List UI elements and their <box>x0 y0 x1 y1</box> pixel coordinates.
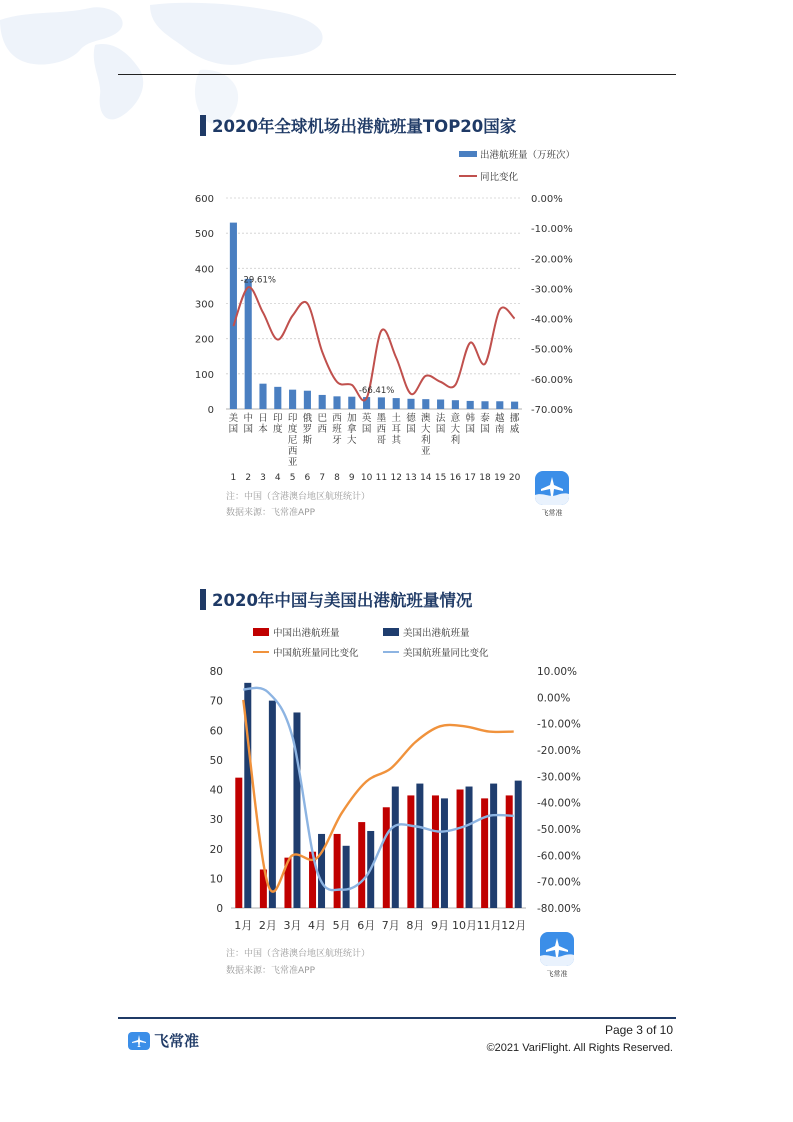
category-label-char: 度 <box>273 424 283 435</box>
month-label: 7月 <box>381 919 400 932</box>
usa-bar-9 <box>441 798 448 908</box>
legend-label-3: 美国航班量同比变化 <box>403 648 489 659</box>
data-label: -66.41% <box>358 386 395 397</box>
rank-label: 7 <box>319 473 326 483</box>
category-label-char: 国 <box>480 424 490 435</box>
category-label-char: 其 <box>391 435 401 446</box>
rank-label: 16 <box>449 473 462 483</box>
month-label: 8月 <box>406 919 425 932</box>
month-label: 4月 <box>308 919 327 932</box>
y-left-tick: 100 <box>194 369 214 381</box>
y-right-tick: -70.00% <box>531 405 573 416</box>
rank-label: 10 <box>360 473 373 483</box>
category-label-char: 罗 <box>302 424 313 435</box>
category-label-char: 亚 <box>287 457 298 468</box>
category-label-char: 英 <box>361 413 372 424</box>
y-right-tick: -40.00% <box>537 797 581 810</box>
category-label-char: 斯 <box>302 435 313 446</box>
usa-bar-8 <box>416 784 423 908</box>
chart2-note: 注：中国（含港澳台地区航班统计） <box>226 949 371 959</box>
y-right-tick: -50.00% <box>537 824 581 836</box>
legend-swatch-0 <box>253 628 269 636</box>
category-label-char: 尼 <box>287 435 298 446</box>
category-label-char: 牙 <box>332 435 342 446</box>
china-bar-8 <box>407 795 414 908</box>
category-label-char: 西 <box>287 446 298 457</box>
category-label-char: 拿 <box>347 424 357 435</box>
y-right-tick: -60.00% <box>531 374 573 386</box>
china-bar-5 <box>334 834 341 908</box>
category-label-char: 国 <box>361 424 372 435</box>
category-label-char: 美 <box>228 413 239 424</box>
category-label-char: 国 <box>406 424 416 435</box>
category-label-char: 大 <box>347 435 357 446</box>
chart1-source: 数据来源：飞常准APP <box>226 508 316 518</box>
month-label: 3月 <box>283 919 302 932</box>
usa-bar-10 <box>466 787 473 908</box>
rank-label: 2 <box>245 473 252 483</box>
category-label-char: 泰 <box>480 413 490 424</box>
usa-bar-5 <box>343 846 350 908</box>
y-left-tick: 0 <box>207 405 214 416</box>
category-label-char: 印 <box>287 413 298 424</box>
rank-label: 12 <box>390 473 402 483</box>
china-bar-7 <box>383 807 390 908</box>
y-right-tick: 0.00% <box>537 692 571 705</box>
rank-label: 15 <box>434 473 447 483</box>
usa-bar-4 <box>318 834 325 908</box>
y-right-tick: -10.00% <box>531 224 573 236</box>
china-bar-10 <box>457 790 464 909</box>
category-label-char: 大 <box>421 424 431 435</box>
y-left-tick: 0 <box>216 903 223 915</box>
month-label: 2月 <box>258 919 277 932</box>
china-bar-12 <box>506 795 513 908</box>
y-left-tick: 400 <box>194 264 214 276</box>
category-label-char: 俄 <box>302 413 313 424</box>
category-label-char: 威 <box>509 424 520 435</box>
month-label: 9月 <box>430 919 449 932</box>
category-label-char: 意 <box>450 413 461 424</box>
y-right-tick: -20.00% <box>537 745 581 757</box>
category-label-char: 西 <box>376 424 387 435</box>
variflight-logo-2 <box>540 932 574 966</box>
category-label-char: 国 <box>228 424 239 435</box>
y-right-tick: 0.00% <box>531 194 563 205</box>
page-number: Page 3 of 10 <box>604 1023 673 1037</box>
chart2-title: 2020年中国与美国出港航班量情况 <box>212 591 473 610</box>
logo-caption-2: 飞常准 <box>546 970 568 978</box>
month-label: 6月 <box>357 919 376 932</box>
month-label: 5月 <box>332 919 351 932</box>
footer-rule <box>118 1017 676 1019</box>
usa-yoy-line <box>243 688 513 890</box>
logo-caption-1: 飞常准 <box>541 509 563 517</box>
month-label: 1月 <box>234 919 253 932</box>
y-left-tick: 50 <box>209 754 223 767</box>
legend-label-2: 中国航班量同比变化 <box>273 648 359 659</box>
category-label-char: 班 <box>332 424 342 435</box>
y-left-tick: 30 <box>209 814 223 827</box>
usa-bar-12 <box>515 781 522 908</box>
china-bar-1 <box>235 778 242 908</box>
category-label-char: 利 <box>421 435 431 446</box>
data-label: -29.61% <box>240 275 276 286</box>
category-label-char: 加 <box>347 413 357 424</box>
usa-bar-11 <box>490 784 497 908</box>
rank-label: 13 <box>405 473 417 483</box>
y-left-tick: 60 <box>209 725 223 738</box>
y-left-tick: 500 <box>194 229 214 241</box>
legend-label-bar: 出港航班量（万班次） <box>480 150 576 161</box>
category-label-char: 印 <box>273 413 283 424</box>
y-right-tick: -80.00% <box>537 903 581 915</box>
y-left-tick: 200 <box>194 334 214 346</box>
y-right-tick: -50.00% <box>531 344 573 356</box>
usa-bar-7 <box>392 787 399 908</box>
y-left-tick: 300 <box>194 299 214 311</box>
y-right-tick: -60.00% <box>537 850 581 863</box>
y-right-tick: -20.00% <box>531 254 573 266</box>
chart1-note: 注：中国（含港澳台地区航班统计） <box>226 492 371 502</box>
y-right-tick: -70.00% <box>537 876 581 889</box>
category-label-char: 哥 <box>376 435 387 446</box>
copyright: ©2021 VariFlight. All Rights Reserved. <box>486 1042 673 1054</box>
chart2-source: 数据来源：飞常准APP <box>226 966 316 976</box>
category-label-char: 德 <box>406 413 416 424</box>
category-label-char: 日 <box>258 413 268 424</box>
usa-bar-2 <box>269 701 276 908</box>
y-right-tick: -10.00% <box>537 718 581 731</box>
china-bar-9 <box>432 795 439 908</box>
legend-label-line: 同比变化 <box>480 172 519 183</box>
y-left-tick: 70 <box>209 695 223 708</box>
y-left-tick: 80 <box>209 666 223 678</box>
rank-label: 5 <box>289 473 296 483</box>
china-bar-11 <box>481 798 488 908</box>
rank-label: 4 <box>274 473 281 483</box>
legend-label-0: 中国出港航班量 <box>273 628 340 639</box>
category-label-char: 法 <box>435 413 446 424</box>
category-label-char: 土 <box>391 413 401 424</box>
category-label-char: 越 <box>495 413 505 424</box>
category-label-char: 澳 <box>421 413 431 424</box>
category-label-char: 本 <box>258 424 268 435</box>
rank-label: 18 <box>479 473 491 483</box>
rank-label: 6 <box>304 473 311 483</box>
month-label: 12月 <box>501 919 527 932</box>
category-label-char: 南 <box>495 424 505 435</box>
category-label-char: 耳 <box>391 424 401 435</box>
category-label-char: 国 <box>465 424 475 435</box>
rank-label: 9 <box>348 473 355 483</box>
category-label-char: 墨 <box>376 413 387 424</box>
category-label-char: 利 <box>450 435 461 446</box>
y-left-tick: 10 <box>209 873 223 886</box>
y-left-tick: 20 <box>209 843 223 856</box>
category-label-char: 大 <box>450 424 461 435</box>
airplane-icon <box>128 1032 150 1050</box>
category-label-char: 国 <box>435 424 446 435</box>
category-label-char: 挪 <box>509 413 520 424</box>
rank-label: 17 <box>464 473 476 483</box>
rank-label: 3 <box>260 473 266 483</box>
category-label-char: 巴 <box>317 413 327 424</box>
category-label-char: 度 <box>287 424 298 435</box>
month-label: 10月 <box>452 919 478 932</box>
y-right-tick: -40.00% <box>531 314 573 326</box>
rank-label: 19 <box>494 473 506 483</box>
footer-brand <box>128 1030 199 1051</box>
legend-label-1: 美国出港航班量 <box>403 628 470 639</box>
legend-swatch-1 <box>383 628 399 636</box>
rank-label: 20 <box>508 473 521 483</box>
rank-label: 14 <box>420 473 432 483</box>
category-label-char: 西 <box>317 424 327 435</box>
china-yoy-line <box>243 700 513 892</box>
y-right-tick: -30.00% <box>531 284 573 296</box>
y-right-tick: 10.00% <box>537 666 578 678</box>
y-left-tick: 40 <box>209 784 223 797</box>
category-label-char: 国 <box>243 424 253 435</box>
y-right-tick: -30.00% <box>537 771 581 784</box>
category-label-char: 中 <box>243 413 253 424</box>
rank-label: 11 <box>375 473 388 483</box>
chart1-title: 2020年全球机场出港航班量TOP20国家 <box>212 117 517 136</box>
category-label-char: 韩 <box>465 413 475 424</box>
china-bar-6 <box>358 822 365 908</box>
rank-label: 8 <box>334 473 340 483</box>
category-label-char: 亚 <box>421 446 431 457</box>
month-label: 11月 <box>476 919 502 932</box>
brand-name: 飞常准 <box>154 1032 200 1050</box>
rank-label: 1 <box>230 473 237 483</box>
y-left-tick: 600 <box>194 194 214 205</box>
category-label-char: 西 <box>332 413 342 424</box>
